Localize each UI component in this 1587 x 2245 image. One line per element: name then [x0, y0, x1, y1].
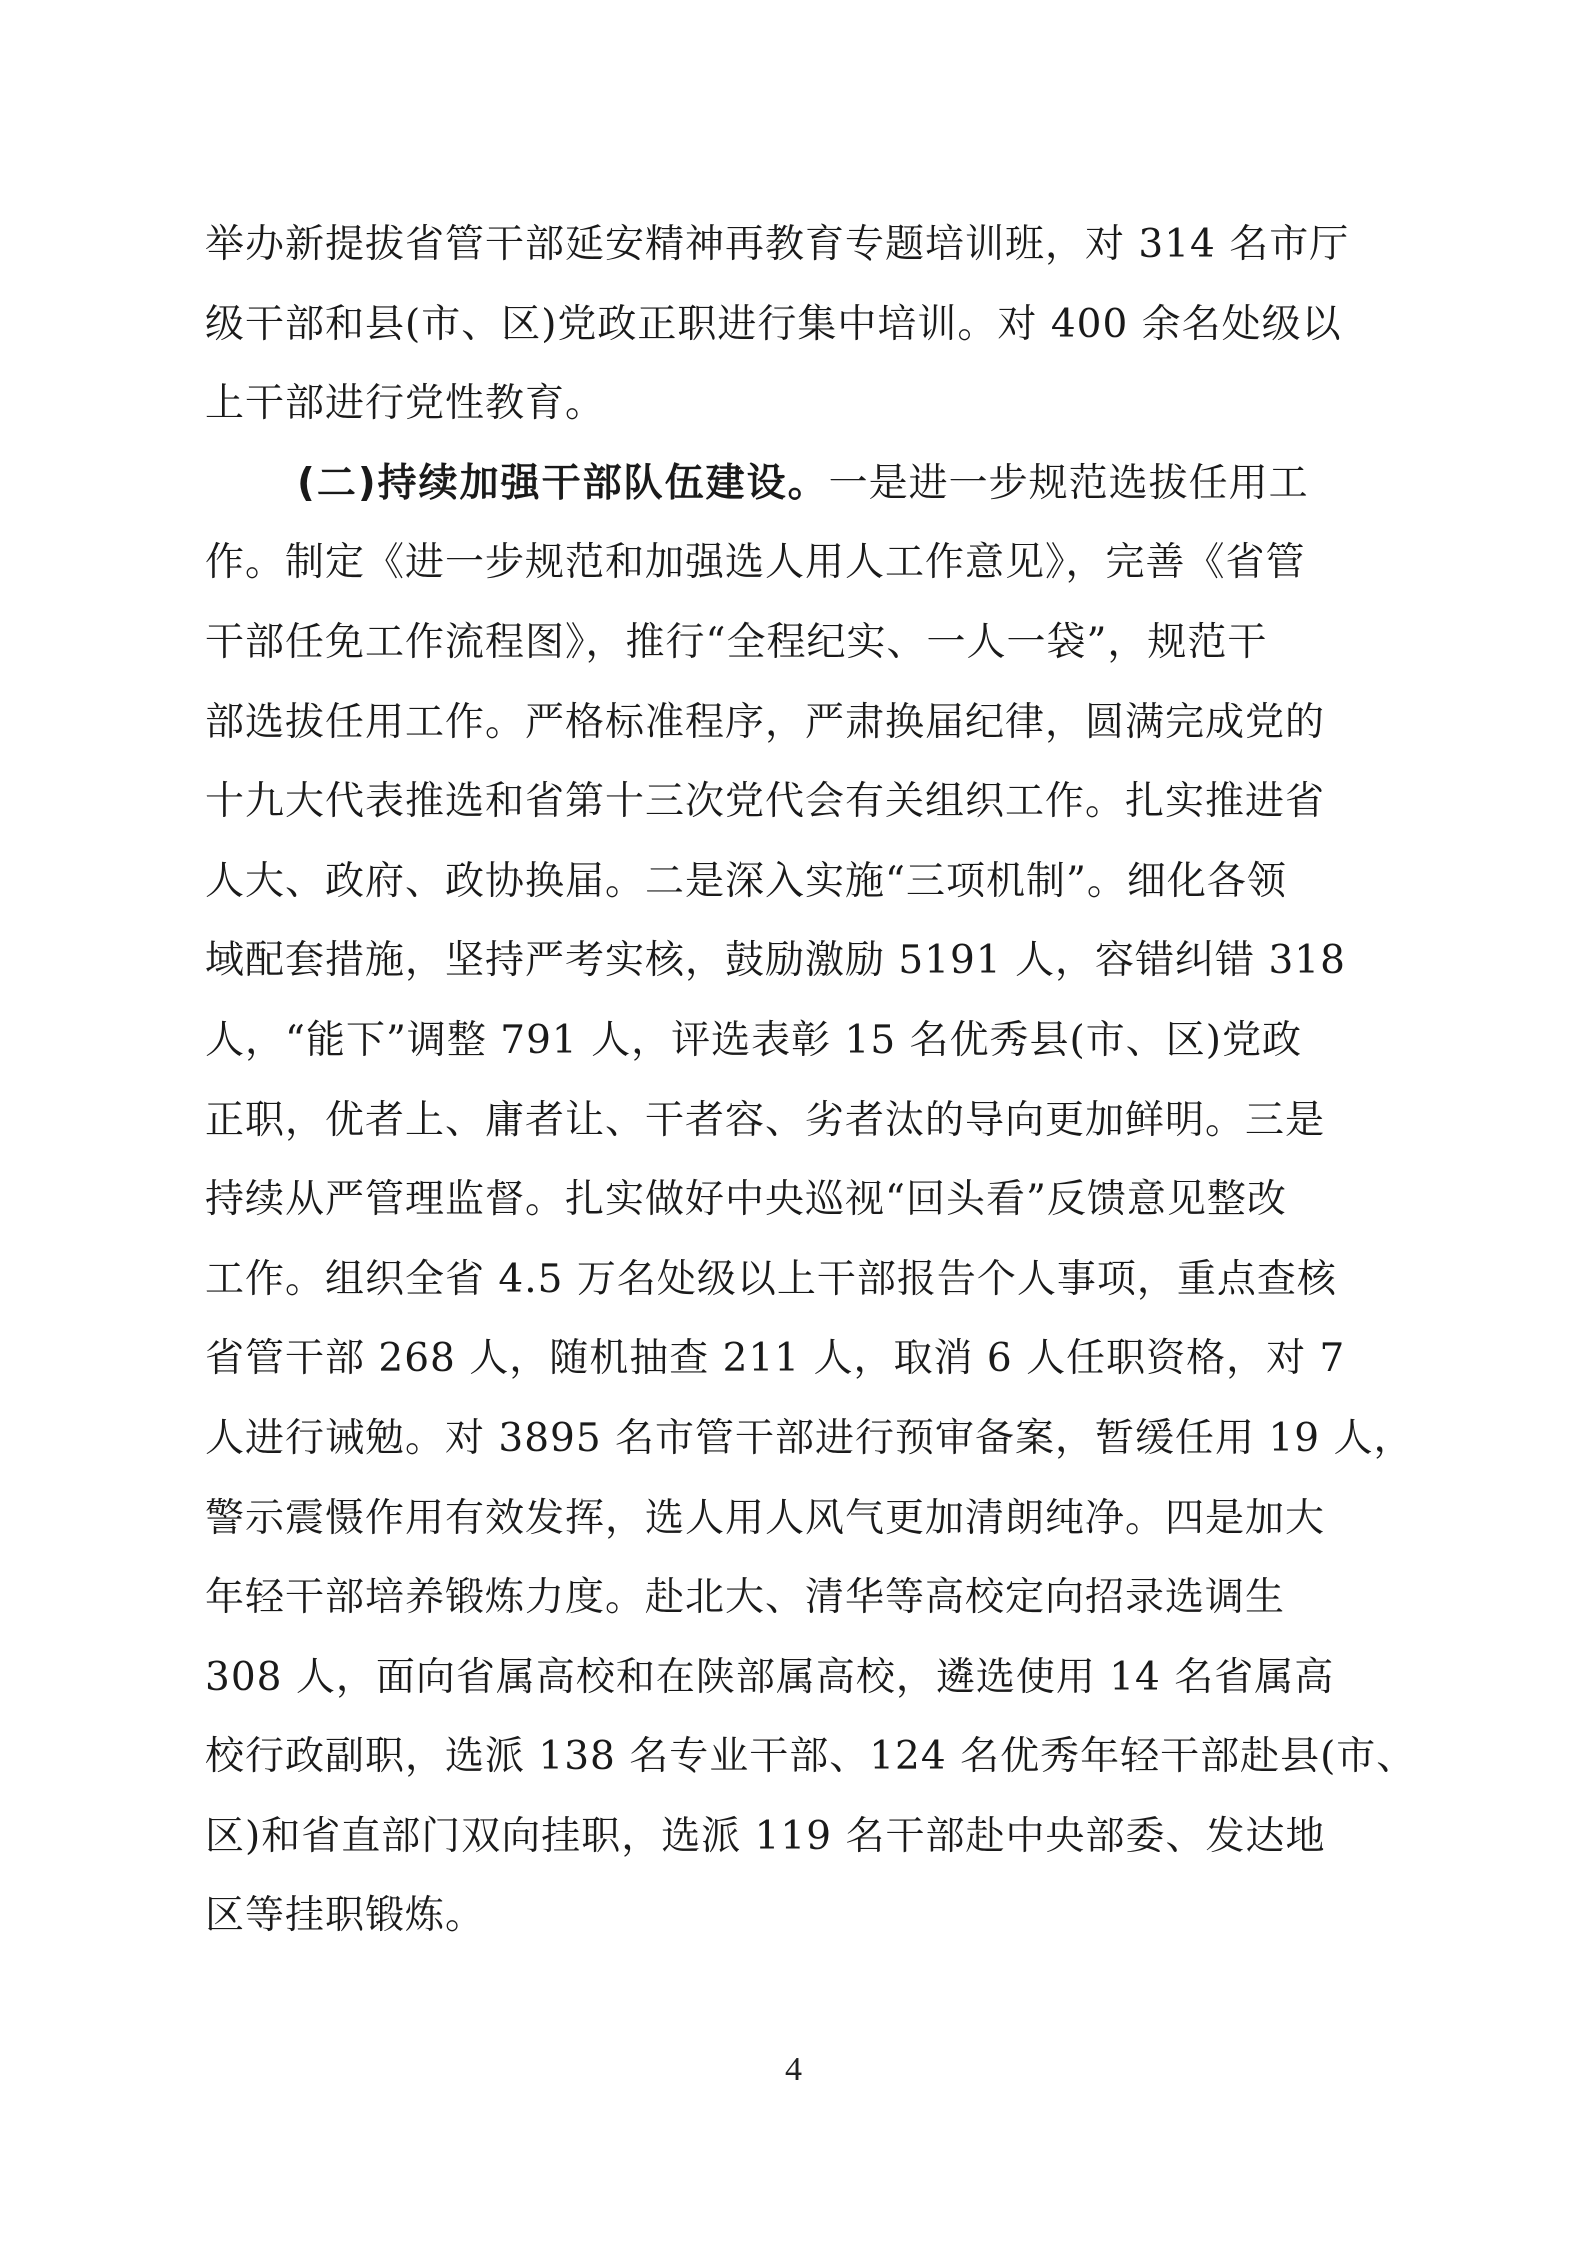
text-line: 年轻干部培养锻炼力度。赴北大、清华等高校定向招录选调生	[205, 1575, 1286, 1621]
text-line: 正职，优者上、庸者让、干者容、劣者汰的导向更加鲜明。三是	[205, 1097, 1326, 1143]
text-line: 域配套措施，坚持严考实核，鼓励激励 5191 人，容错纠错 318	[205, 938, 1346, 984]
text-line-rest: 一是进一步规范选拔任用工	[828, 460, 1309, 506]
text-line: 十九大代表推选和省第十三次党代会有关组织工作。扎实推进省	[205, 779, 1326, 825]
text-line: 持续从严管理监督。扎实做好中央巡视“回头看”反馈意见整改	[205, 1177, 1287, 1223]
text-line: 工作。组织全省 4.5 万名处级以上干部报告个人事项，重点查核	[205, 1256, 1337, 1302]
text-line: 人大、政府、政协换届。二是深入实施“三项机制”。细化各领	[205, 858, 1287, 904]
text-line: 作。制定《进一步规范和加强选人用人工作意见》，完善《省管	[205, 540, 1306, 586]
text-line: 区)和省直部门双向挂职，选派 119 名干部赴中央部委、发达地	[205, 1813, 1326, 1859]
section-heading: (二)持续加强干部队伍建设。	[297, 460, 829, 506]
text-line: 省管干部 268 人，随机抽查 211 人，取消 6 人任职资格，对 7	[205, 1336, 1346, 1382]
body-text	[205, 205, 1417, 1956]
text-line: 上干部进行党性教育。	[205, 381, 606, 427]
text-line: 警示震慑作用有效发挥，选人用人风气更加清朗纯净。四是加大	[205, 1495, 1326, 1541]
text-line: 308 人，面向省属高校和在陕部属高校，遴选使用 14 名省属高	[205, 1654, 1335, 1700]
text-line: 级干部和县(市、区)党政正职进行集中培训。对 400 余名处级以	[205, 301, 1342, 347]
text-line: 人进行诫勉。对 3895 名市管干部进行预审备案，暂缓任用 19 人，	[205, 1415, 1414, 1461]
text-line: 校行政副职，选派 138 名专业干部、124 名优秀年轻干部赴县(市、	[205, 1734, 1417, 1780]
text-line: 区等挂职锻炼。	[205, 1893, 486, 1939]
text-line: 干部任免工作流程图》，推行“全程纪实、一人一袋”，规范干	[205, 619, 1268, 665]
page-number: 4	[785, 2051, 802, 2088]
section-first-line	[205, 444, 1380, 524]
text-line: 人，“能下”调整 791 人，评选表彰 15 名优秀县(市、区)党政	[205, 1017, 1302, 1063]
text-line: 部选拔任用工作。严格标准程序，严肃换届纪律，圆满完成党的	[205, 699, 1326, 745]
text-line: 举办新提拔省管干部延安精神再教育专题培训班，对 314 名市厅	[205, 222, 1350, 267]
